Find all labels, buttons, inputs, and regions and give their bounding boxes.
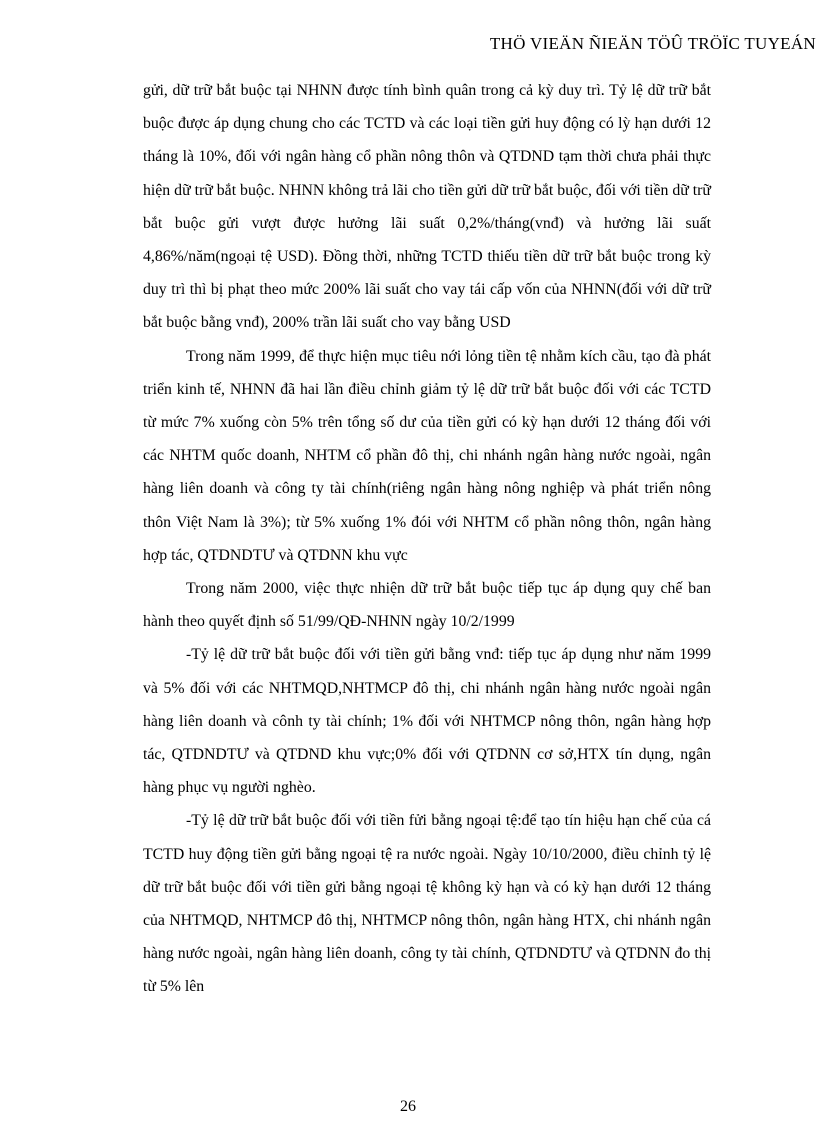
- paragraph-2000: Trong năm 2000, việc thực nhiện dữ trữ bắt buộc tiếp tục áp dụng quy chế ban hành theo quyết định số 51/99/QĐ-NHNN ngày 10/2/1999: [143, 580, 711, 631]
- page-header-title: THÖ VIEÄN ÑIEÄN TÖÛ TRÖÏC TUYEÁN: [489, 34, 816, 53]
- paragraph-foreign-currency: -Tỷ lệ dữ trữ bắt buộc đối với tiền fửi bằng ngoại tệ:để tạo tín hiệu hạn chế của cá TCTD huy động tiền gửi bằng ngoại tệ ra nước ngoài. Ngày 10/10/2000, điều chỉnh tỷ lệ dữ trữ bắt buộc đối với tiền gửi bằng ngoại tệ không kỳ hạn và có kỳ hạn dưới 12 tháng của NHTMQD, NHTMCP đô thị, NHTMCP nông thôn, ngân hàng HTX, chi nhánh ngân hàng nước ngoài, ngân hàng liên doanh, công ty tài chính, QTDNDTƯ và QTDNN đo thị từ 5% lên: [143, 812, 711, 996]
- document-body: [143, 74, 711, 1004]
- page-number: 26: [400, 1098, 416, 1115]
- paragraph-vnd-deposits: -Tỷ lệ dữ trữ bắt buộc đối với tiền gửi bằng vnđ: tiếp tục áp dụng như năm 1999 và 5% đối với các NHTMQD,NHTMCP đô thị, chi nhánh ngân hàng nước ngoài ngân hàng liên doanh và cônh ty tài chính; 1% đối với NHTMCP nông thôn, ngân hàng hợp tác, QTDNDTƯ và QTDND khu vực;0% đối với QTDNN cơ sở,HTX tín dụng, ngân hàng phục vụ người nghèo.: [143, 646, 711, 797]
- paragraph-reserve-rules: gửi, dữ trữ bắt buộc tại NHNN được tính bình quân trong cả kỳ duy trì. Tỷ lệ dữ trữ bắt buộc được áp dụng chung cho các TCTD và các loại tiền gửi huy động có lỳ hạn dưới 12 tháng là 10%, đối với ngân hàng cổ phần nông thôn và QTDND tạm thời chưa phải thực hiện dữ trữ bắt buộc. NHNN không trả lãi cho tiền gửi dữ trữ bắt buộc, đối với tiền dữ trữ bắt buộc gửi vượt được hưởng lãi suất 0,2%/tháng(vnđ) và hưởng lãi suất 4,86%/năm(ngoại tệ USD). Đồng thời, những TCTD thiếu tiền dữ trữ bắt buộc trong kỳ duy trì thì bị phạt theo mức 200% lãi suất cho vay tái cấp vốn của NHNN(đối với dữ trữ bắt buộc bằng vnđ), 200% trần lãi suất cho vay bằng USD: [143, 82, 711, 332]
- paragraph-1999: Trong năm 1999, để thực hiện mục tiêu nới lỏng tiền tệ nhằm kích cầu, tạo đà phát triển kinh tế, NHNN đã hai lần điều chỉnh giảm tỷ lệ dữ trữ bắt buộc đối với các TCTD từ mức 7% xuống còn 5% trên tổng số dư của tiền gửi có kỳ hạn dưới 12 tháng đối với các NHTM quốc doanh, NHTM cổ phần đô thị, chi nhánh ngân hàng nước ngoài, ngân hàng liên doanh và công ty tài chính(riêng ngân hàng nông nghiệp và phát triển nông thôn Việt Nam là 3%); từ 5% xuống 1% đói với NHTM cổ phần nông thôn, ngân hàng hợp tác, QTDNDTƯ và QTDNN khu vực: [143, 347, 711, 564]
